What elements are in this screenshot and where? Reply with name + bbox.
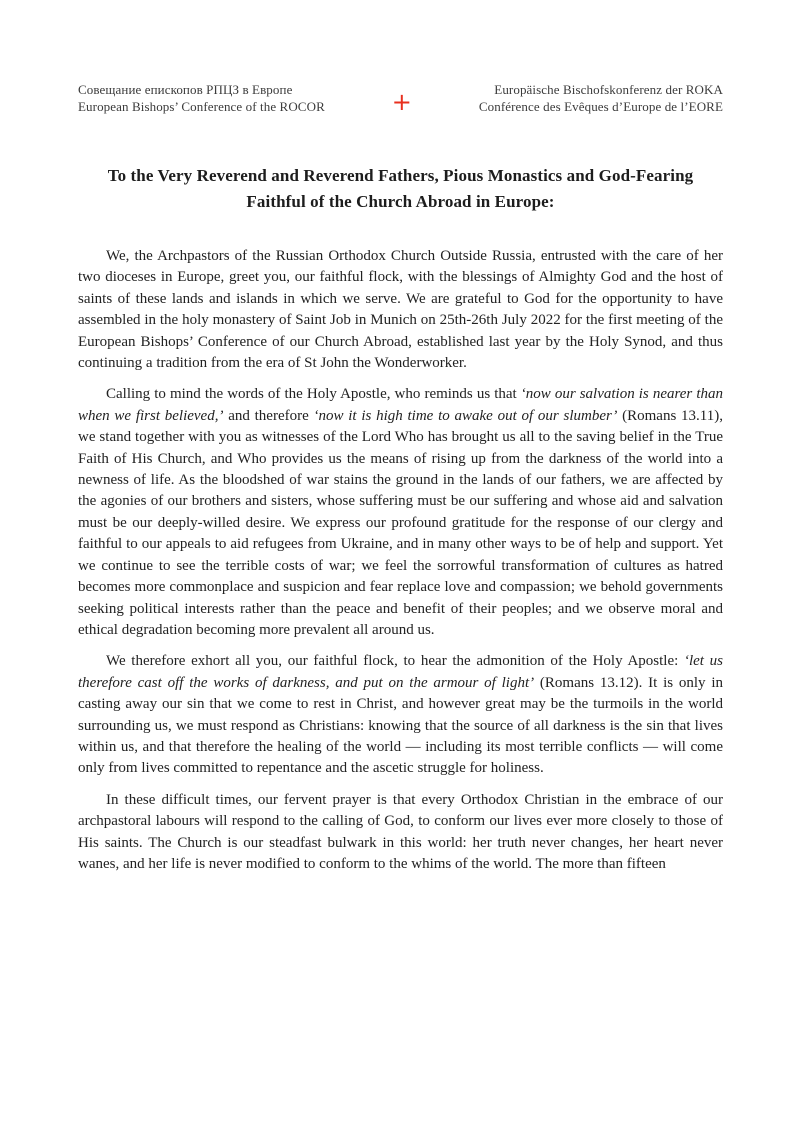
letterhead-left-line1: Совещание епископов РПЦЗ в Европе — [78, 82, 293, 97]
letterhead-right — [479, 82, 723, 115]
paragraph-text: (Romans 13.12). It is only in casting away our sin that we come to rest in Christ, and however great may be the turmoils in the world surrounding us, we must respond as Christians: knowing that the source of all darkness is the sin that lives within us, and that therefore the healing of the world — including its most terrible conflicts — will come only from lives committed to repentance and the ascetic struggle for holiness. — [78, 674, 723, 777]
paragraph-text: We therefore exhort all you, our faithful flock, to hear the admonition of the Holy Apostle: — [106, 653, 684, 670]
scripture-quote: ‘now our salvation is nearer than when we first believed,’ — [78, 386, 723, 424]
document-title: To the Very Reverend and Reverend Fathers, Pious Monastics and God-Fearing Faithful of the Church Abroad in Europe: — [107, 166, 694, 211]
paragraph-text: and therefore — [223, 407, 314, 424]
paragraph-text: (Romans 13.11), we stand together with you as witnesses of the Lord Who has brought us all to the saving belief in the True Faith of His Church, and Who provides us the means of rising up from the darkness of the world into a newness of life. As the bloodshed of war stains the ground in the lands of our fathers, we are affected by the agonies of our brothers and sisters, whose suffering must be our suffering and whose aid and salvation must be our deeply-willed desire. We express our profound gratitude for the response of our clergy and faithful to our appeals to aid refugees from Ukraine, and in many other ways to be of help and support. Yet we continue to see the terrible costs of war; we feel the sorrowful transformation of cultures as hatred becomes more commonplace and suspicion and fear replace love and compassion; we behold governments seeking political interests rather than the peace and benefit of their peoples; and we observe moral and ethical degradation becoming more prevalent all around us. — [78, 407, 723, 638]
paragraph-text: In these difficult times, our fervent prayer is that every Orthodox Christian in the embrace of our archpastoral labours will respond to the calling of God, to conform our lives ever more closely to those of His saints. The Church is our steadfast bulwark in this world: her truth never changes, her heart never wanes, and her life is never modified to conform to the whims of the world. The more than fifteen — [78, 791, 723, 872]
letterhead-left-line2: European Bishops’ Conference of the ROCOR — [78, 98, 325, 114]
letter-body — [78, 246, 723, 875]
letterhead-right-line1: Europäische Bischofskonferenz der ROKA — [494, 82, 723, 97]
body-paragraph — [78, 651, 723, 779]
paragraph-text: We, the Archpastors of the Russian Orthodox Church Outside Russia, entrusted with the care of her two dioceses in Europe, greet you, our faithful flock, with the blessings of Almighty God and the host of saints of these lands and islands in which we serve. We are grateful to God for the opportunity to have assembled in the holy monastery of Saint Job in Munich on 25th-26th July 2022 for the first meeting of the European Bishops’ Conference of our Church Abroad, established last year by the Holy Synod, and thus continuing a tradition from the era of St John the Wonderworker. — [78, 248, 723, 372]
scripture-quote: ‘let us therefore cast off the works of darkness, and put on the armour of light’ — [78, 653, 723, 691]
scripture-quote: ‘now it is high time to awake out of our slumber’ — [313, 407, 618, 424]
body-paragraph — [78, 790, 723, 876]
red-cross-icon: + — [391, 87, 412, 116]
letterhead-right-line2: Conférence des Evêques d’Europe de l’EORE — [478, 98, 723, 114]
paragraph-text: Calling to mind the words of the Holy Apostle, who reminds us that — [106, 386, 521, 403]
letterhead-left — [78, 82, 325, 115]
body-paragraph — [78, 384, 723, 641]
letterhead — [78, 82, 723, 115]
body-paragraph — [78, 246, 723, 374]
